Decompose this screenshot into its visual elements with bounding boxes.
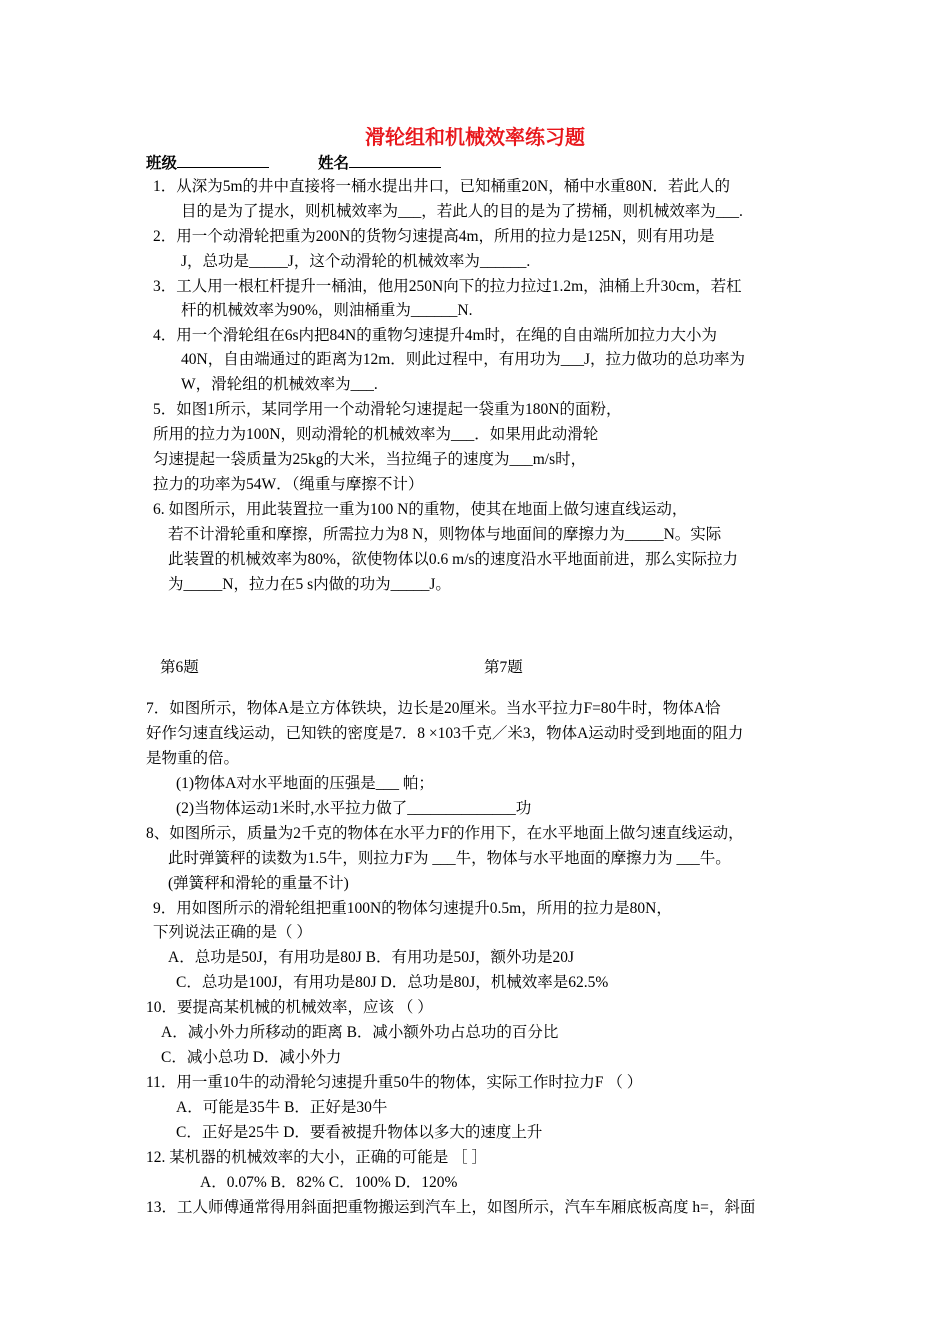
question-line: 40N，自由端通过的距离为12m．则此过程中，有用功为___J，拉力做功的总功率为	[181, 351, 746, 368]
name-label: 姓名	[318, 155, 350, 172]
class-blank	[177, 152, 269, 168]
question-line: 13．工人师傅通常得用斜面把重物搬运到汽车上，如图所示，汽车车厢底板高度 h=，斜面	[146, 1199, 756, 1216]
question-line: 5．如图1所示，某同学用一个动滑轮匀速提起一袋重为180N的面粉，	[153, 401, 622, 418]
question-line: 1．从深为5m的井中直接将一桶水提出井口，已知桶重20N，桶中水重80N．若此人的	[153, 178, 730, 195]
question-line: 杆的机械效率为90%，则油桶重为______N.	[181, 302, 473, 319]
question-line: 7．如图所示，物体A是立方体铁块，边长是20厘米。当水平拉力F=80牛时，物体A恰	[146, 700, 721, 717]
option-line: A．可能是35牛 B．正好是30牛	[176, 1099, 388, 1116]
question-line: (弹簧秤和滑轮的重量不计)	[168, 875, 349, 892]
option-line: C．总功是100J，有用功是80J D．总功是80J，机械效率是62.5%	[176, 974, 609, 991]
question-line: 9．用如图所示的滑轮组把重100N的物体匀速提升0.5m，所用的拉力是80N，	[153, 900, 672, 917]
question-line: 此时弹簧秤的读数为1.5牛，则拉力F为 ___牛，物体与水平地面的摩擦力为 ___牛。	[168, 850, 731, 867]
question-line: J，总功是_____J，这个动滑轮的机械效率为______.	[181, 253, 531, 270]
question-line: 6. 如图所示，用此装置拉一重为100 N的重物，使其在地面上做匀速直线运动，	[153, 501, 688, 518]
class-label: 班级	[146, 155, 178, 172]
figure-caption: 第6题	[160, 659, 199, 676]
question-line: 目的是为了提水，则机械效率为___，若此人的目的是为了捞桶，则机械效率为___.	[181, 203, 743, 220]
question-line: 11．用一重10牛的动滑轮匀速提升重50牛的物体，实际工作时拉力F （ ）	[146, 1074, 643, 1091]
question-line: 是物重的倍。	[146, 750, 240, 767]
question-line: 4．用一个滑轮组在6s内把84N的重物匀速提升4m时，在绳的自由端所加拉力大小为	[153, 327, 718, 344]
question-line: 若不计滑轮重和摩擦，所需拉力为8 N，则物体与地面间的摩擦力为_____N。实际	[168, 526, 722, 543]
question-line: 10．要提高某机械的机械效率，应该 （ ）	[146, 999, 433, 1016]
figure-caption: 第7题	[484, 659, 523, 676]
option-line: A．总功是50J，有用功是80J B．有用功是50J，额外功是20J	[168, 949, 575, 966]
question-line: 拉力的功率为54W．（绳重与摩擦不计）	[153, 476, 424, 493]
option-line: C．减小总功 D．减小外力	[161, 1049, 342, 1066]
question-line: 所用的拉力为100N，则动滑轮的机械效率为___．如果用此动滑轮	[153, 426, 599, 443]
question-line: W，滑轮组的机械效率为___.	[181, 376, 378, 393]
question-line: 2．用一个动滑轮把重为200N的货物匀速提高4m，所用的拉力是125N，则有用功是	[153, 228, 715, 245]
question-line: (2)当物体运动1米时,水平拉力做了______________功	[176, 800, 532, 817]
question-line: 8、如图所示，质量为2千克的物体在水平力F的作用下，在水平地面上做匀速直线运动，	[146, 825, 744, 842]
page-title: 滑轮组和机械效率练习题	[365, 127, 585, 149]
question-line: 为_____N，拉力在5 s内做的功为_____J。	[168, 576, 451, 593]
option-line: A．0.07% B．82% C．100% D．120%	[200, 1174, 458, 1191]
question-line: 12. 某机器的机械效率的大小，正确的可能是 ［ ］	[146, 1149, 488, 1166]
class-field	[146, 152, 269, 174]
question-line: 匀速提起一袋质量为25kg的大米，当拉绳子的速度为___m/s时，	[153, 451, 587, 468]
name-field	[318, 152, 441, 174]
name-blank	[349, 152, 441, 168]
question-line: 此装置的机械效率为80%，欲使物体以0.6 m/s的速度沿水平地面前进，那么实际拉力	[168, 551, 739, 568]
option-line: C．正好是25牛 D．要看被提升物体以多大的速度上升	[176, 1124, 543, 1141]
option-line: A．减小外力所移动的距离 B．减小额外功占总功的百分比	[161, 1024, 559, 1041]
question-line: 下列说法正确的是（ ）	[153, 924, 312, 941]
question-line: 3．工人用一根杠杆提升一桶油，他用250N向下的拉力拉过1.2m，油桶上升30cm，若杠	[153, 278, 742, 295]
question-line: (1)物体A对水平地面的压强是___ 帕；	[176, 775, 434, 792]
question-line: 好作匀速直线运动，已知铁的密度是7．8 ×103千克／米3，物体A运动时受到地面的阻力	[146, 725, 744, 742]
